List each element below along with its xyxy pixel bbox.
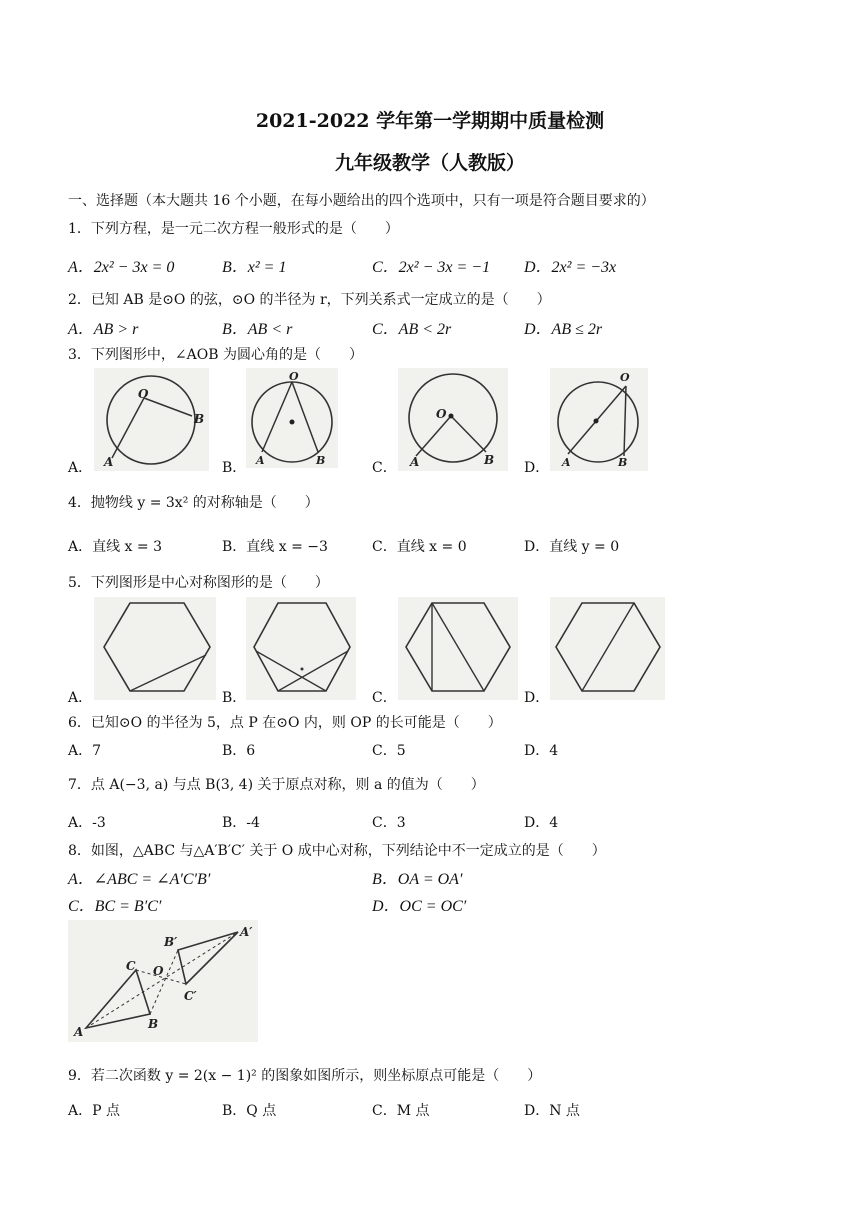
q6-option-a: A．7 xyxy=(68,743,102,759)
q6-stem: 6．已知⊙O 的半径为 5，点 P 在⊙O 内，则 OP 的长可能是（ ） xyxy=(68,715,502,731)
q4-option-a: A．直线 x = 3 xyxy=(68,539,162,555)
q6-option-c: C．5 xyxy=(372,743,406,759)
svg-text:A: A xyxy=(410,455,420,469)
q5-letter-d: D． xyxy=(524,690,550,706)
q8-option-d: D．OC = OC′ xyxy=(372,898,467,915)
svg-text:A: A xyxy=(256,454,265,467)
q2-option-b: B．AB < r xyxy=(222,321,293,338)
fig8-label-b: B xyxy=(148,1017,159,1031)
q9-option-d: D．N 点 xyxy=(524,1103,580,1119)
q5-letter-a: A． xyxy=(68,690,93,706)
svg-text:B: B xyxy=(316,454,326,467)
q7-option-c: C．3 xyxy=(372,815,406,831)
q3-letter-b: B． xyxy=(222,460,247,476)
q5-figure-b xyxy=(246,597,356,700)
q5-letter-b: B． xyxy=(222,690,247,706)
q2-option-a: A．AB > r xyxy=(68,321,139,338)
svg-text:O: O xyxy=(436,407,447,421)
q7-stem: 7．点 A(−3, a) 与点 B(3, 4) 关于原点对称，则 a 的值为（ ） xyxy=(68,777,485,793)
q1-option-d: D．2x² = −3x xyxy=(524,259,617,276)
q3-stem: 3．下列图形中，∠AOB 为圆心角的是（ ） xyxy=(68,347,363,363)
section-heading: 一、选择题（本大题共 16 个小题，在每小题给出的四个选项中，只有一项是符合题目要求的） xyxy=(68,193,655,209)
label-b: B xyxy=(194,412,205,426)
svg-text:A: A xyxy=(562,456,571,469)
svg-text:B: B xyxy=(484,453,495,467)
q3-figure-b xyxy=(246,368,338,468)
fig8-label-c2: C′ xyxy=(184,989,197,1003)
label-a: A xyxy=(104,455,114,469)
q9-stem: 9．若二次函数 y = 2(x − 1)² 的图象如图所示，则坐标原点可能是（ ） xyxy=(68,1068,542,1084)
fig8-label-a: A xyxy=(74,1025,84,1039)
q6-option-b: B．6 xyxy=(222,743,256,759)
q1-stem: 1．下列方程，是一元二次方程一般形式的是（ ） xyxy=(68,221,399,237)
q2-stem: 2．已知 AB 是⊙O 的弦，⊙O 的半径为 r，下列关系式一定成立的是（ ） xyxy=(68,292,551,308)
q3-letter-a: A． xyxy=(68,460,93,476)
q3-letter-c: C． xyxy=(372,460,397,476)
q4-stem: 4．抛物线 y = 3x² 的对称轴是（ ） xyxy=(68,495,319,511)
q4-option-d: D．直线 y = 0 xyxy=(524,539,620,555)
q9-option-a: A．P 点 xyxy=(68,1103,120,1119)
q5-figure-c xyxy=(398,597,518,700)
q9-option-b: B．Q 点 xyxy=(222,1103,277,1119)
q8-stem: 8．如图，△ABC 与△A′B′C′ 关于 O 成中心对称，下列结论中不一定成立的是（ ） xyxy=(68,843,606,859)
q4-option-b: B．直线 x = −3 xyxy=(222,539,328,555)
svg-text:O: O xyxy=(620,371,630,384)
svg-text:O: O xyxy=(289,370,299,383)
q1-option-b: B．x² = 1 xyxy=(222,259,287,276)
page-title: 2021-2022 学年第一学期期中质量检测 xyxy=(255,110,605,132)
q8-figure xyxy=(68,920,258,1042)
label-o: O xyxy=(138,387,149,401)
q7-option-b: B．-4 xyxy=(222,815,260,831)
q6-option-d: D．4 xyxy=(524,743,559,759)
q1-option-c: C．2x² − 3x = −1 xyxy=(372,259,491,276)
q7-option-d: D．4 xyxy=(524,815,559,831)
q8-option-c: C．BC = B′C′ xyxy=(68,898,162,915)
q8-option-a: A．∠ABC = ∠A′C′B′ xyxy=(68,871,211,888)
q2-option-c: C．AB < 2r xyxy=(372,321,452,338)
svg-text:B: B xyxy=(618,456,628,469)
q1-option-a: A．2x² − 3x = 0 xyxy=(68,259,175,276)
q3-figure-d xyxy=(550,368,648,471)
fig8-label-c: C xyxy=(126,959,136,973)
fig8-label-b2: B′ xyxy=(164,935,178,949)
q7-option-a: A．-3 xyxy=(68,815,106,831)
q5-stem: 5．下列图形是中心对称图形的是（ ） xyxy=(68,575,329,591)
q2-option-d: D．AB ≤ 2r xyxy=(524,321,603,338)
q5-letter-c: C． xyxy=(372,690,397,706)
q3-letter-d: D． xyxy=(524,460,550,476)
q8-option-b: B．OA = OA′ xyxy=(372,871,463,888)
q5-figure-d xyxy=(550,597,665,700)
fig8-label-o: O xyxy=(153,964,164,978)
q9-option-c: C．M 点 xyxy=(372,1103,430,1119)
fig8-label-a2: A′ xyxy=(240,925,253,939)
q5-figure-a xyxy=(94,597,216,700)
q3-figure-c xyxy=(398,368,508,471)
q3-figure-a xyxy=(94,368,209,471)
page-subtitle: 九年级教学（人教版） xyxy=(334,152,525,174)
q4-option-c: C．直线 x = 0 xyxy=(372,539,467,555)
